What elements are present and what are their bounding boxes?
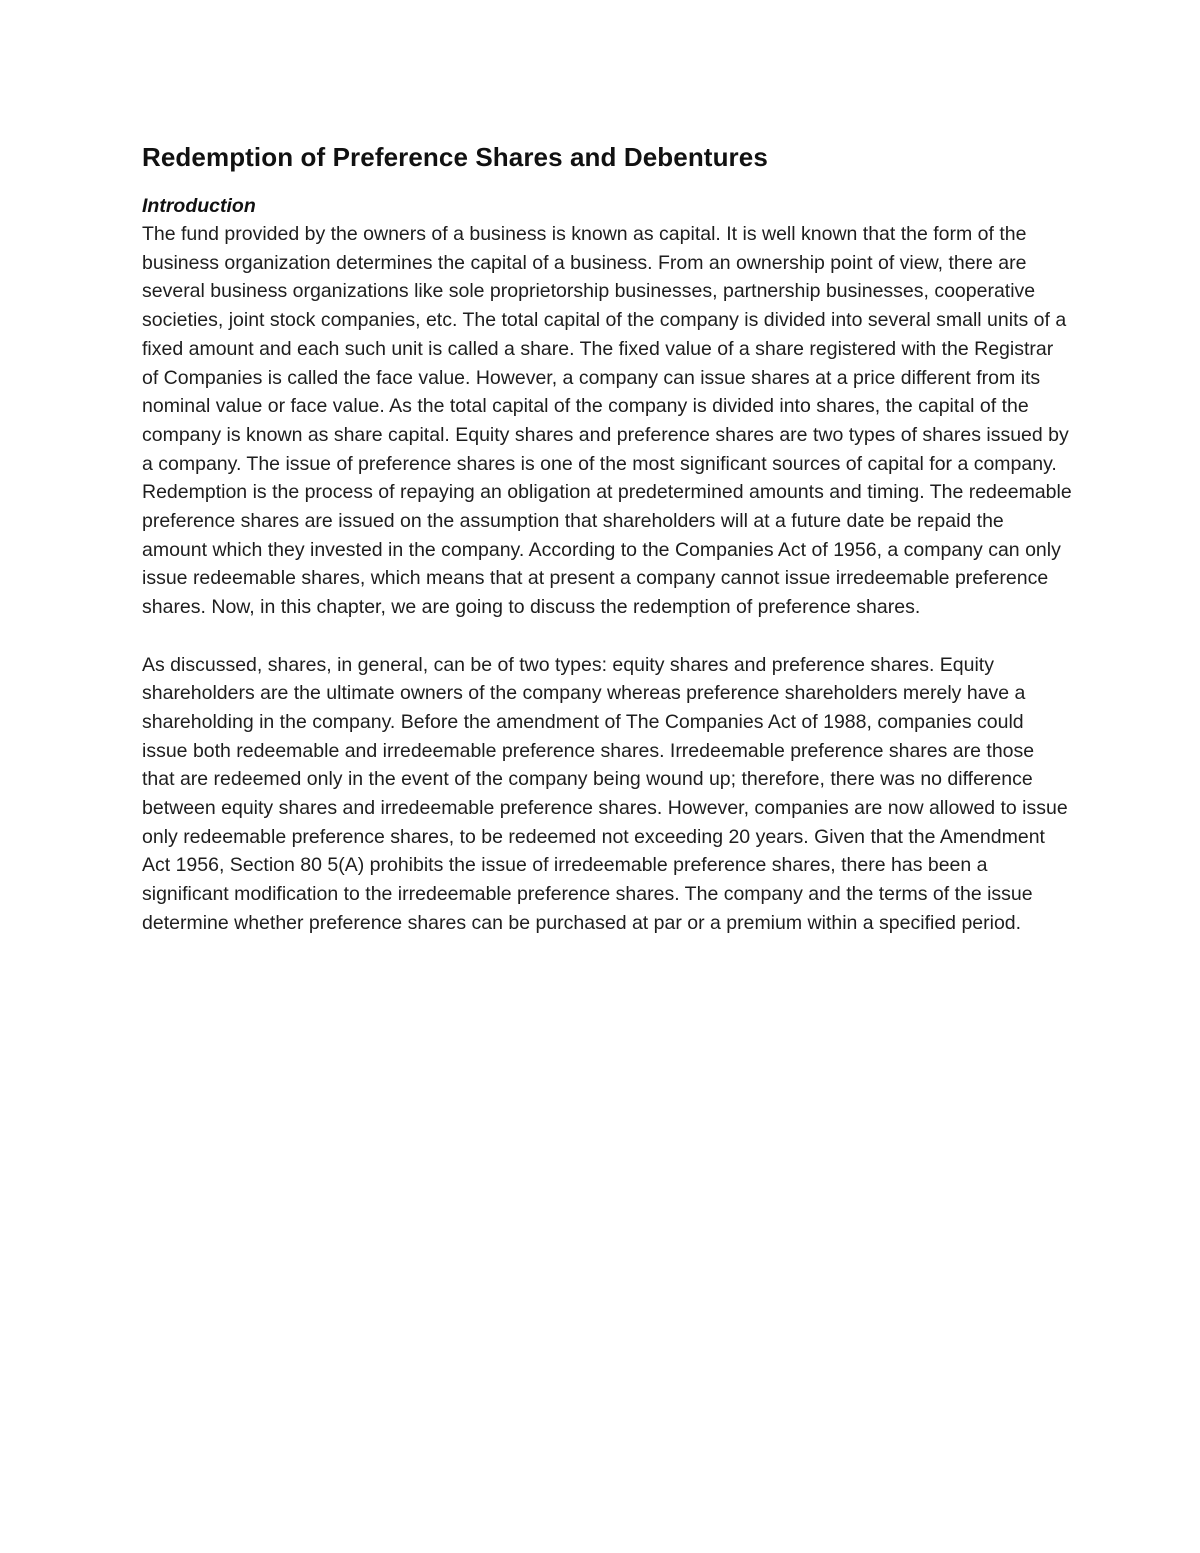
document-title: Redemption of Preference Shares and Debentures <box>142 142 768 172</box>
paragraph-share-types: As discussed, shares, in general, can be of two types: equity shares and preference shares. Equity shareholders are the ultimate owners of the company whereas preference shareholders merely have a shareholding in the company. Before the amendment of The Companies Act of 1988, companies could issue both redeemable and irredeemable preference shares. Irredeemable preference shares are those that are redeemed only in the event of the company being wound up; therefore, there was no difference between equity shares and irredeemable preference shares. However, companies are now allowed to issue only redeemable preference shares, to be redeemed not exceeding 20 years. Given that the Amendment Act 1956, Section 80 5(A) prohibits the issue of irredeemable preference shares, there has been a significant modification to the irredeemable preference shares. The company and the terms of the issue determine whether preference shares can be purchased at par or a premium within a specified period. <box>142 653 1068 934</box>
document-page <box>142 140 1072 938</box>
section-heading-introduction: Introduction <box>142 195 256 217</box>
paragraph-introduction: The fund provided by the owners of a business is known as capital. It is well known that the form of the business organization determines the capital of a business. From an ownership point of view, there are several business organizations like sole proprietorship businesses, partnership businesses, cooperative societies, joint stock companies, etc. The total capital of the company is divided into several small units of a fixed amount and each such unit is called a share. The fixed value of a share registered with the Registrar of Companies is called the face value. However, a company can issue shares at a price different from its nominal value or face value. As the total capital of the company is divided into shares, the capital of the company is known as share capital. Equity shares and preference shares are two types of shares issued by a company. The issue of preference shares is one of the most significant sources of capital for a company. Redemption is the process of repaying an obligation at predetermined amounts and timing. The redeemable preference shares are issued on the assumption that shareholders will at a future date be repaid the amount which they invested in the company. According to the Companies Act of 1956, a company can only issue redeemable shares, which means that at present a company cannot issue irredeemable preference shares. Now, in this chapter, we are going to discuss the redemption of preference shares. <box>142 223 1072 619</box>
